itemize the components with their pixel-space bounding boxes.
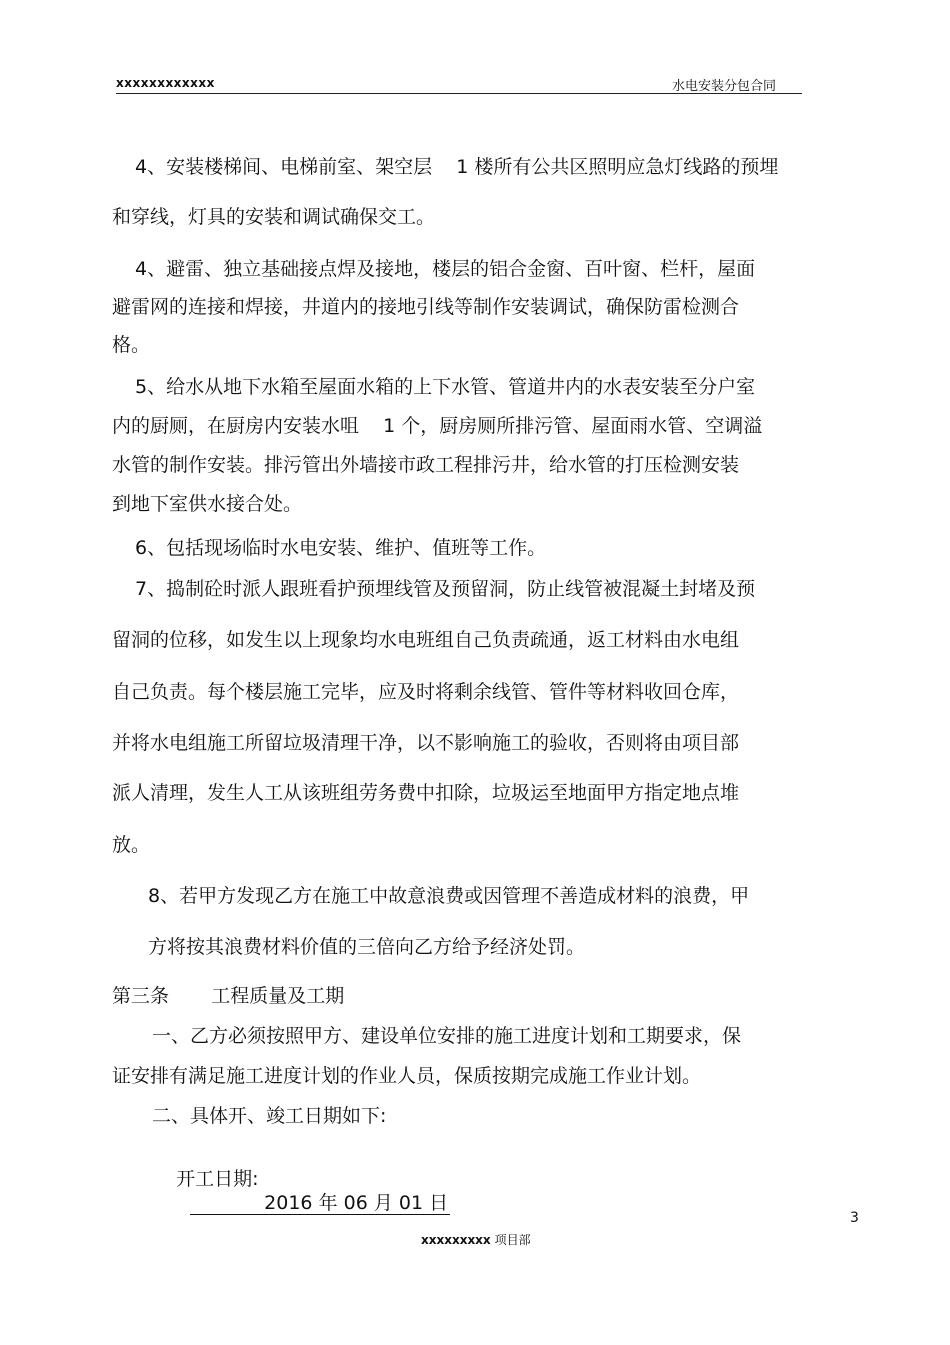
- start-date-value: 2016 年 06 月 01 日: [190, 1192, 450, 1215]
- header-rule: [116, 93, 802, 94]
- body-line: 到地下室供水接合处。: [112, 493, 303, 515]
- body-line: 5、给水从地下水箱至屋面水箱的上下水管、管道井内的水表安装至分户室: [135, 376, 756, 398]
- start-date-label: 开工日期:: [176, 1168, 259, 1190]
- page-number: 3: [850, 1210, 859, 1226]
- body-line: 二、具体开、竣工日期如下:: [152, 1105, 387, 1127]
- body-line: 6、包括现场临时水电安装、维护、值班等工作。: [135, 537, 547, 559]
- body-line: 自己负责。每个楼层施工完毕，应及时将剩余线管、管件等材料收回仓库，: [112, 681, 740, 703]
- footer: [421, 1231, 531, 1248]
- body-line: 7、捣制砼时派人跟班看护预埋线管及预留洞，防止线管被混凝土封堵及预: [135, 578, 756, 600]
- body-line: 8、若甲方发现乙方在施工中故意浪费或因管理不善造成材料的浪费，甲: [148, 885, 750, 907]
- header-title: 水电安装分包合同: [672, 79, 777, 94]
- body-line: 放。: [112, 834, 151, 856]
- footer-code: xxxxxxxxx: [421, 1233, 491, 1247]
- body-line: 和穿线，灯具的安装和调试确保交工。: [112, 206, 436, 228]
- body-line: 一、乙方必须按照甲方、建设单位安排的施工进度计划和工期要求，保: [152, 1025, 742, 1047]
- body-line: 证安排有满足施工进度计划的作业人员，保质按期完成施工作业计划。: [112, 1065, 702, 1087]
- body-line: 留洞的位移，如发生以上现象均水电班组自己负责疏通，返工材料由水电组: [112, 629, 740, 651]
- header-left-text: xxxxxxxxxxxx: [116, 76, 215, 90]
- body-line: 派人清理，发生人工从该班组劳务费中扣除，垃圾运至地面甲方指定地点堆: [112, 782, 740, 804]
- start-date-row: [152, 1143, 450, 1239]
- body-line: 4、安装楼梯间、电梯前室、架空层 1 楼所有公共区照明应急灯线路的预埋: [135, 156, 779, 178]
- body-line: 水管的制作安装。排污管出外墙接市政工程排污井，给水管的打压检测安装: [112, 454, 740, 476]
- body-line: 避雷网的连接和焊接，井道内的接地引线等制作安装调试，确保防雷检测合: [112, 296, 740, 318]
- section-heading: 第三条 工程质量及工期: [112, 985, 345, 1007]
- footer-dept: 项目部: [494, 1233, 531, 1247]
- body-line: 内的厨厕，在厨房内安装水咀 1 个，厨房厕所排污管、屋面雨水管、空调溢: [112, 415, 763, 437]
- body-line: 方将按其浪费材料价值的三倍向乙方给予经济处罚。: [148, 936, 586, 958]
- body-line: 并将水电组施工所留垃圾清理干净，以不影响施工的验收，否则将由项目部: [112, 732, 740, 754]
- body-line: 格。: [112, 334, 151, 356]
- body-line: 4、避雷、独立基础接点焊及接地，楼层的铝合金窗、百叶窗、栏杆，屋面: [135, 258, 756, 280]
